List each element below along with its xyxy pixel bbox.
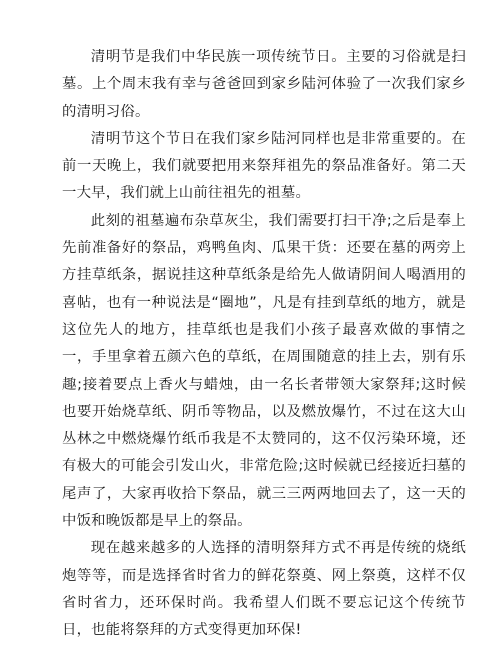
- paragraph-preparation: 清明节这个节日在我们家乡陆河同样也是非常重要的。在前一天晚上，我们就要把用来祭拜祖先的祭品准备好。第二天一大早，我们就上山前往祖先的祖墓。: [62, 130, 466, 202]
- paragraph-ritual: 此刻的祖墓遍布杂草灰尘，我们需要打扫干净;之后是奉上先前准备好的祭品，鸡鸭鱼肉、瓜果干货：还要在墓的两旁上方挂草纸条，据说挂这种草纸条是给先人做请阴间人喝酒用的喜帖，也有一种说法是“圈地”，凡是有挂到草纸的地方，就是这位先人的地方，挂草纸也是我们小孩子最喜欢做的事情之一，手里拿着五颜六色的草纸，在周围随意的挂上去，别有乐趣;接着要点上香火与蜡烛，由一名长者带领大家祭拜;这时候也要开始烧草纸、阴币等物品，以及燃放爆竹，不过在这大山丛林之中燃烧爆竹纸币我是不太赞同的，这不仅污染环境，还有极大的可能会引发山火，非常危险;这时候就已经接近扫墓的尾声了，大家再收拾下祭品，就三三两两地回去了，这一天的中饭和晚饭都是早上的祭品。: [62, 212, 466, 530]
- paragraph-intro: 清明节是我们中华民族一项传统节日。主要的习俗就是扫墓。上个周末我有幸与爸爸回到家乡陆河体验了一次我们家乡的清明习俗。: [62, 49, 466, 120]
- paragraph-conclusion: 现在越来越多的人选择的清明祭拜方式不再是传统的烧纸炮等等，而是选择省时省力的鲜花祭奠、网上祭奠，这样不仅省时省力，还环保时尚。我希望人们既不要忘记这个传统节日，也能将祭拜的方式变得更加环保!: [62, 540, 466, 639]
- essay-body: [62, 44, 466, 645]
